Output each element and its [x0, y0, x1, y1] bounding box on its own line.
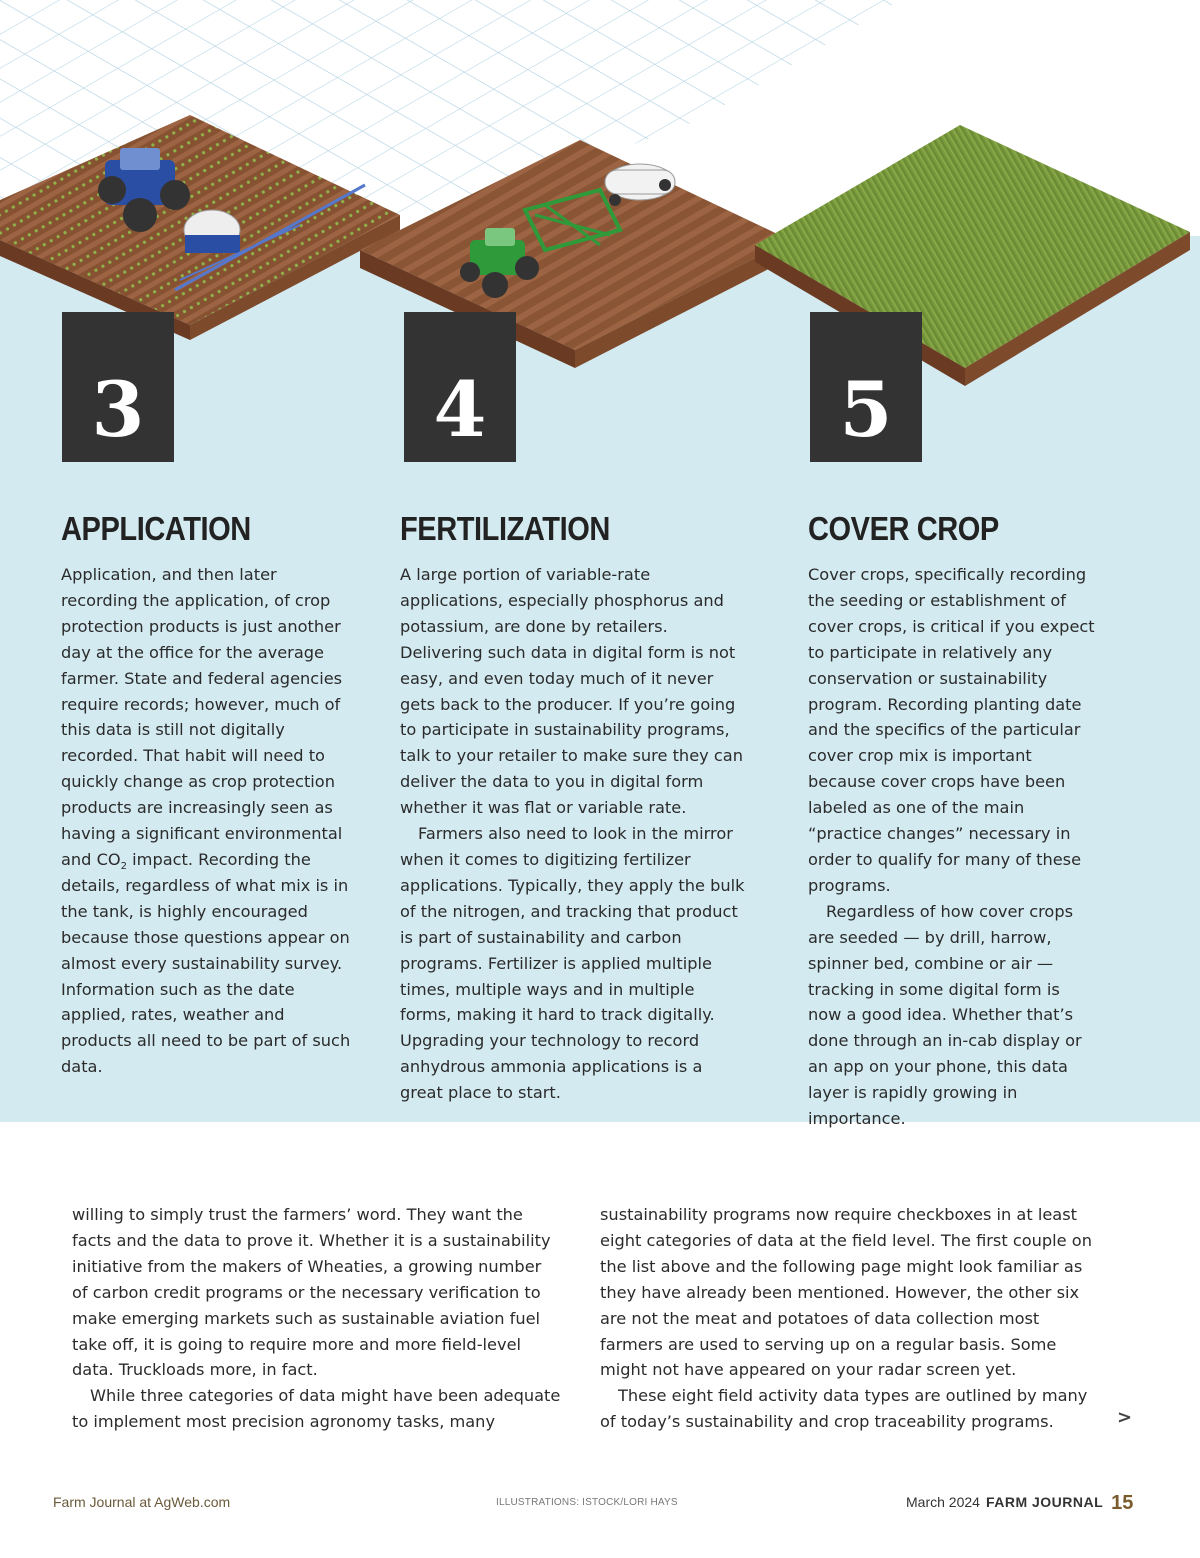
body-paragraph: willing to simply trust the farmers’ word. They want the facts and the data to prove it. Whether it is a sustainability initiative from the makers of Wheaties, a growing number of carbon credit programs or the necessary verification to make emerging markets such as sustainable aviation fuel take off, it is going to require more and more field-level data. Truckloads more, in fact. — [72, 1205, 551, 1380]
field-illustration — [0, 0, 1200, 470]
continue-arrow-icon[interactable]: > — [1117, 1407, 1133, 1428]
section-paragraph: Regardless of how cover crops are seeded — by drill, harrow, spinner bed, combine or air — tracking in some digital form is now a good idea. Whether that’s done through an in-cab display or an app on your phone, this data layer is rapidly growing in importance. — [808, 901, 1082, 1129]
body-paragraph: These eight field activity data types are outlined by many of today’s sustainability and crop traceability programs. — [600, 1386, 1088, 1432]
section-heading: FERTILIZATION — [400, 510, 610, 547]
section-number-3: 3 — [62, 312, 174, 462]
body-column-right — [600, 1202, 1095, 1435]
body-paragraph: While three categories of data might have been adequate to implement most precision agronomy tasks, many — [72, 1386, 561, 1432]
footer-folio — [906, 1492, 1133, 1515]
magazine-name: FARM JOURNAL — [985, 1494, 1104, 1510]
footer-website: Farm Journal at AgWeb.com — [53, 1494, 231, 1510]
section-heading: COVER CROP — [808, 510, 999, 547]
section-number-4: 4 — [404, 312, 516, 462]
section-paragraph: Farmers also need to look in the mirror when it comes to digitizing fertilizer applications. Typically, they apply the bulk of the nitrogen, and tracking that product is part of sustainability and carbon programs. Fertilizer is applied multiple times, multiple ways and in multiple forms, making it hard to track digitally. Upgrading your technology to record anhydrous ammonia applications is a great place to start. — [400, 824, 745, 1103]
section-heading: APPLICATION — [61, 510, 251, 547]
section-number-5: 5 — [810, 312, 922, 462]
body-column-left — [72, 1202, 562, 1435]
section-fertilization — [400, 510, 745, 1106]
section-paragraph: A large portion of variable-rate applications, especially phosphorus and potassium, are done by retailers. Delivering such data in digital form is not easy, and even today much of it never gets back to the producer. If you’re going to participate in sustainability programs, talk to your retailer to make sure they can deliver the data to you in digital form whether it was flat or variable rate. — [400, 565, 743, 818]
body-paragraph: sustainability programs now require checkboxes in at least eight categories of data at the field level. The first couple on the list above and the following page might look familiar as they have already been mentioned. However, the other six are not the meat and potatoes of data collection most farmers are used to serving up on a regular basis. Some might not have appeared on your radar screen yet. — [600, 1205, 1092, 1380]
section-application — [61, 510, 351, 1080]
page-number: 15 — [1111, 1492, 1134, 1514]
section-paragraph: Application, and then later recording the application, of crop protection products is just another day at the office for the average farmer. State and federal agencies require records; however, much of this data is still not digitally recorded. That habit will need to quickly change as crop protection products are increasingly seen as having a significant environmental and $CO_2$ impact. Recording the details, regardless of what mix is in the tank, is highly encouraged because those questions appear on almost every sustainability survey. Information such as the date applied, rates, weather and products all need to be part of such data. — [61, 565, 351, 1077]
section-cover-crop — [808, 510, 1098, 1132]
issue-date: March 2024 — [906, 1494, 980, 1510]
illustration-credit: ILLUSTRATIONS: ISTOCK/LORI HAYS — [496, 1497, 678, 1508]
section-paragraph: Cover crops, specifically recording the seeding or establishment of cover crops, is critical if you expect to participate in relatively any conservation or sustainability program. Recording planting date and the specifics of the particular cover crop mix is important because cover crops have been labeled as one of the main “practice changes” necessary in order to qualify for many of these programs. — [808, 565, 1095, 895]
